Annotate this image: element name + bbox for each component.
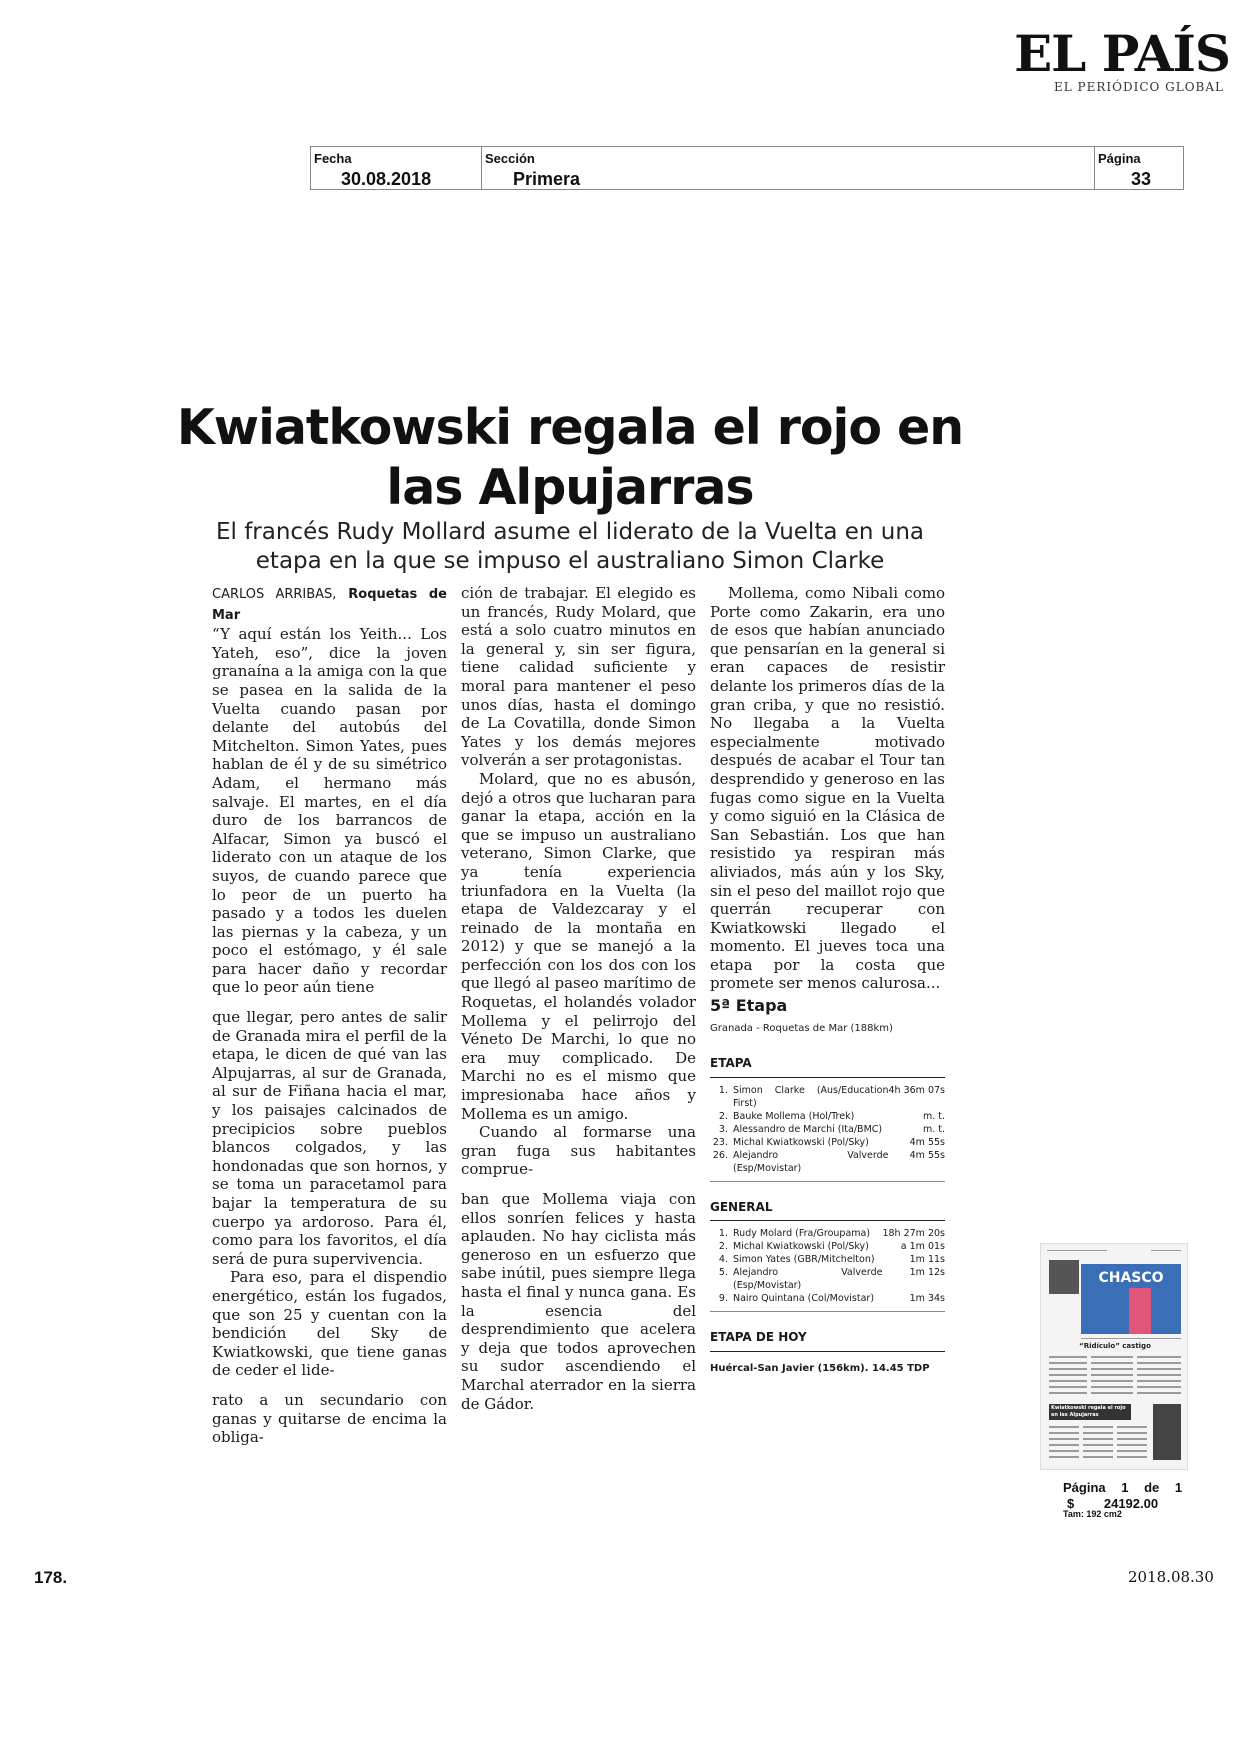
paragraph: ción de trabajar. El elegido es un francés, Rudy Molard, que está a solo cuatro minutos en la general y, sin ser figura, tiene calidad suficiente y moral para mantener el peso unos días, hasta el domingo de La Covatilla, donde Simon Yates y los demás mejores volverán a ser protagonistas. (461, 584, 696, 770)
page-thumbnail (1040, 1243, 1188, 1470)
stat-rider: Simon Yates (GBR/Mitchelton) (733, 1254, 875, 1266)
masthead-name: EL PAÍS (1014, 24, 1230, 83)
stat-row (710, 1240, 945, 1253)
article-headline: Kwiatkowski regala el rojo en las Alpujarras (176, 399, 964, 516)
page-count-total: 1 (1174, 1480, 1183, 1495)
stat-time: 1m 12s (909, 1267, 945, 1279)
thumbnail-caption: “Ridículo” castigo (1079, 1342, 1151, 1350)
stat-position: 1. (718, 1084, 728, 1096)
page-count-number: 1 (1121, 1480, 1129, 1495)
stat-row (710, 1253, 945, 1266)
footer-date: 2018.08.30 (1128, 1568, 1214, 1586)
stat-rider: Michal Kwiatkowski (Pol/Sky) (733, 1241, 869, 1253)
stats-route: Granada - Roquetas de Mar (188km) (710, 1022, 893, 1034)
masthead-tagline: EL PERIÓDICO GLOBAL (1053, 80, 1224, 94)
byline (212, 584, 447, 625)
page-count-block (1063, 1480, 1193, 1519)
stat-rider: Michal Kwiatkowski (Pol/Sky) (733, 1136, 869, 1148)
stat-time: 18h 27m 20s (882, 1228, 945, 1240)
stat-row (710, 1123, 945, 1136)
paragraph: ban que Mollema viaja con ellos sonríen felices y hasta aplauden. No hay ciclista más generoso en un esfuerzo que sabe inútil, pues siempre llega hasta el final y nunca gana. Es la esencia del desprendimiento que acelera y deja que todos aprovechen su sudor ascendiendo el Marchal aterrador en la sierra de Gádor. (461, 1190, 696, 1413)
paragraph: que llegar, pero antes de salir de Granada mira el perfil de la etapa, le dicen de qué van las Alpujarras, al sur de Granada, al sur de Fiñana hacia el mar, y los paisajes calcinados de precipicios sobre pueblos blancos colgados, y las hondonadas que son hornos, y se toma un paracetamol para bajar la temperatura de su cuerpo ya ardoroso. Para él, como para los favoritos, el día será de pura supervivencia. (212, 1008, 447, 1268)
article-column-2 (461, 584, 696, 1413)
hoy-text: Huércal-San Javier (156km). 14.45 TDP (710, 1363, 930, 1375)
seccion-value: Primera (513, 169, 581, 189)
general-table (710, 1227, 945, 1312)
page-count (1063, 1480, 1193, 1495)
stat-row (710, 1149, 945, 1182)
page-count-de: de (1144, 1480, 1160, 1495)
thumbnail-headline-box (1049, 1404, 1131, 1420)
stat-time: 1m 11s (909, 1254, 945, 1266)
stat-row (710, 1292, 945, 1312)
hoy-heading: ETAPA DE HOY (710, 1328, 945, 1352)
fecha-cell (311, 147, 481, 189)
stat-position: 26. (710, 1149, 733, 1182)
stat-time: a 1m 01s (900, 1241, 945, 1253)
stat-rider: Alejandro Valverde (Esp/Movistar) (733, 1267, 883, 1292)
stat-time: 4h 36m 07s (888, 1084, 945, 1096)
pagina-cell (1095, 147, 1183, 189)
stat-time: m. t. (922, 1123, 945, 1135)
stat-rider: Alejandro Valverde (Esp/Movistar) (733, 1149, 889, 1182)
stat-rider: Rudy Molard (Fra/Groupama) (733, 1228, 871, 1240)
stat-position: 2. (718, 1110, 728, 1122)
fecha-label: Fecha (314, 151, 352, 166)
masthead-logo (1000, 24, 1230, 94)
stat-time: 1m 34s (882, 1292, 945, 1312)
paragraph: “Y aquí están los Yeith... Los Yateh, eso”, dice la joven granaína a la amiga con la que se pasea en la salida de la Vuelta cuando pasan por delante del autobús del Mitchelton. Simon Yates, pues hablan de él y de su simétrico Adam, el hermano más salvaje. El martes, en el día duro de los barrancos de Alfacar, Simon ya buscó el liderato con un ataque de los suyos, de cuando parece que lo peor de un puerto ha pasado y a todos les duelen las piernas y la cabeza, y un poco el estómago, y él sale para hacer daño y recordar que lo peor aún tiene (212, 625, 447, 997)
stat-row (710, 1084, 945, 1110)
stat-rider: Bauke Mollema (Hol/Trek) (733, 1110, 855, 1122)
paragraph: rato a un secundario con ganas y quitarse de encima la obliga- (212, 1390, 447, 1447)
article-subhead: El francés Rudy Mollard asume el liderato de la Vuelta en una etapa en la que se impuso el australiano Simon Clarke (215, 519, 925, 574)
thumbnail-headline: Kwiatkowski regala el rojo en las Alpujarras (1051, 1405, 1126, 1418)
tam-size: Tam: 192 cm2 (1063, 1509, 1122, 1519)
paragraph: Mollema, como Nibali como Porte como Zakarin, era uno de esos que habían anunciado que pensarían en la general si eran capaces de resistir delante los primeros días de la gran criba, y que no resistió. No llegaba a la Vuelta especialmente motivado después de acabar el Tour tan desprendido y generoso en las fugas como sigue en la Vuelta y como siguió en la Clásica de San Sebastián. Los que han resistido ya respiran más aliviados, más aún y los Sky, sin el peso del maillot rojo que querrán recuperar con Kwiatkowski llegado el momento. El jueves toca una etapa por la costa que promete ser menos calurosa... (710, 584, 945, 993)
fecha-value: 30.08.2018 (341, 169, 432, 189)
stat-row (710, 1227, 945, 1240)
stat-position: 2. (718, 1241, 728, 1253)
article-column-3 (710, 584, 945, 1379)
stat-rider: Simon Clarke (Aus/Education First) (733, 1084, 889, 1109)
thumbnail-banner: CHASCO (1098, 1270, 1164, 1286)
stat-rider: Nairo Quintana (Col/Movistar) (733, 1292, 882, 1312)
stat-row (710, 1266, 945, 1292)
pagina-value: 33 (1131, 169, 1152, 189)
seccion-cell (482, 147, 1094, 189)
clipping-header (310, 146, 1184, 190)
stat-position: 23. (712, 1136, 728, 1148)
stat-time: 4m 55s (889, 1149, 946, 1182)
paragraph: Cuando al formarse una gran fuga sus habitantes comprue- (461, 1123, 696, 1179)
etapa-heading: ETAPA (710, 1054, 945, 1078)
thumbnail-photo (1081, 1264, 1181, 1334)
stat-position: 4. (718, 1254, 728, 1266)
general-heading: GENERAL (710, 1198, 945, 1222)
page-count-label: Página (1063, 1480, 1106, 1495)
stat-row (710, 1110, 945, 1123)
paragraph: Molard, que no es abusón, dejó a otros que lucharan para ganar la etapa, acción en la que se impuso un australiano veterano, Simon Clarke, que ya tenía experiencia triunfadora en la Vuelta (la etapa de Valdezcaray y el reinado de la montaña en 2012) y que se manejó a la perfección con los dos con los que llegó al paseo marítimo de Roquetas, el holandés volador Mollema y el pelirrojo del Véneto De Marchi, lo que no era muy complicado. De Marchi no es el mismo que impresionaba hace años y Mollema es un amigo. (461, 769, 696, 1123)
amount-value: 24192.00 (1103, 1496, 1159, 1511)
seccion-label: Sección (485, 151, 535, 166)
stat-time: m. t. (922, 1110, 945, 1122)
stats-title: 5ª Etapa (710, 996, 788, 1016)
stat-time: 4m 55s (909, 1136, 945, 1148)
stat-position: 3. (718, 1123, 728, 1135)
paragraph: Para eso, para el dispendio energético, están los fugados, que son 25 y cuentan con la bendición del Sky de Kwiatkowski, que tiene ganas de ceder el lide- (212, 1268, 447, 1380)
etapa-table (710, 1084, 945, 1182)
stat-position: 5. (718, 1267, 728, 1279)
stat-rider: Alessandro de Marchi (Ita/BMC) (733, 1123, 883, 1135)
article-column-1 (212, 584, 447, 1447)
clip-number: 178. (34, 1568, 68, 1587)
stat-position: 9. (710, 1292, 733, 1312)
stat-position: 1. (718, 1228, 728, 1240)
stat-row (710, 1136, 945, 1149)
pagina-label: Página (1098, 151, 1141, 166)
byline-place: Roquetas de Mar (212, 587, 447, 623)
currency-symbol: $ (1067, 1496, 1075, 1511)
byline-author: CARLOS ARRIBAS, (212, 587, 337, 602)
